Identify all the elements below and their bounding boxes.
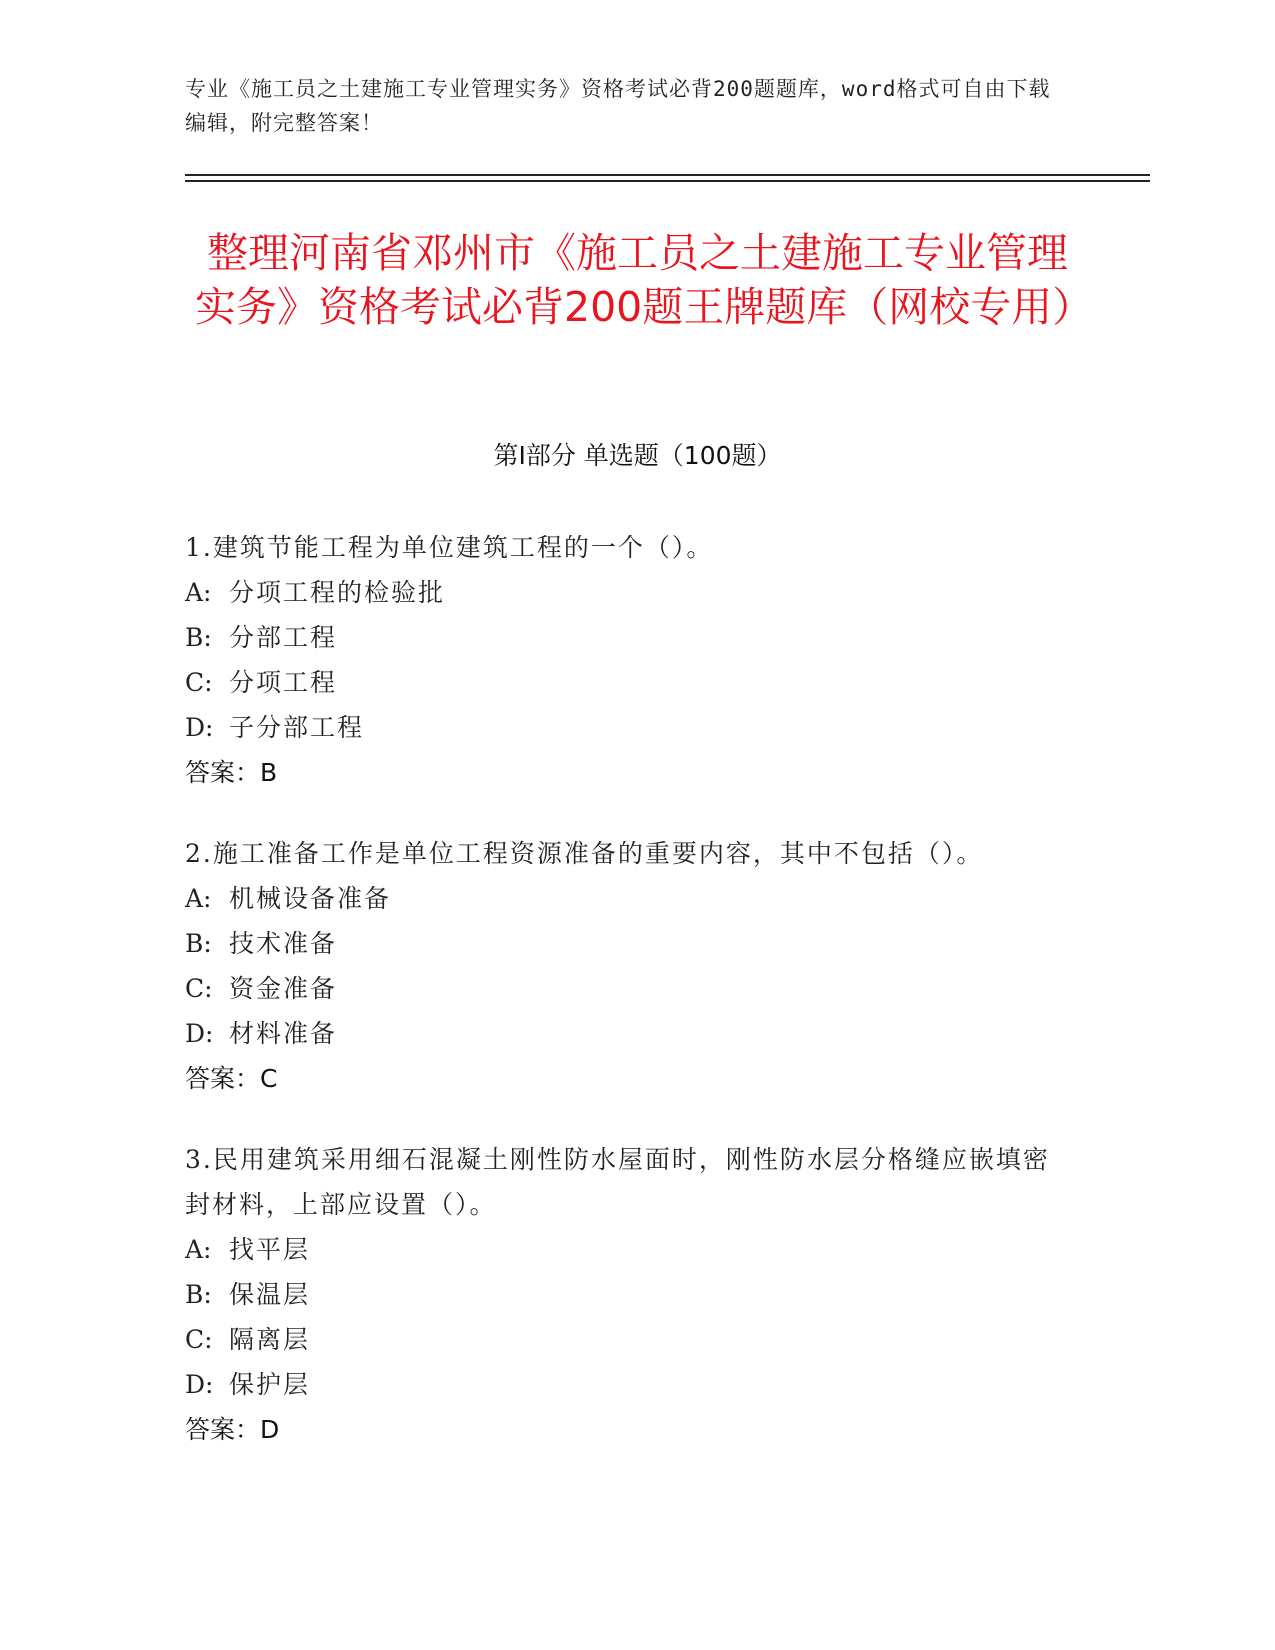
option-key: D: bbox=[185, 713, 214, 742]
option-text: 分项工程的检验批 bbox=[229, 578, 446, 607]
option-key: C: bbox=[185, 668, 213, 697]
option-text: 保温层 bbox=[229, 1280, 311, 1309]
option-b bbox=[185, 921, 1065, 966]
option-d bbox=[185, 705, 1065, 750]
option-key: A: bbox=[185, 884, 212, 913]
option-a bbox=[185, 1227, 1065, 1272]
header-divider-thin bbox=[185, 174, 1150, 176]
question-2 bbox=[185, 831, 1065, 1101]
option-c bbox=[185, 966, 1065, 1011]
option-text: 隔离层 bbox=[229, 1325, 311, 1354]
answer-line: 答案：C bbox=[185, 1064, 278, 1093]
answer-line: 答案：D bbox=[185, 1415, 280, 1444]
option-d bbox=[185, 1011, 1065, 1056]
section-title: 第Ⅰ部分 单选题（100题） bbox=[493, 441, 782, 470]
option-key: B: bbox=[185, 1280, 212, 1309]
question-list bbox=[185, 525, 1065, 1488]
question-stem: 2.施工准备工作是单位工程资源准备的重要内容，其中不包括（）。 bbox=[185, 839, 984, 868]
header-note: 专业《施工员之土建施工专业管理实务》资格考试必背200题题库，word格式可自由下载编辑，附完整答案！ bbox=[185, 77, 1051, 135]
option-text: 材料准备 bbox=[229, 1019, 338, 1048]
option-key: D: bbox=[185, 1370, 214, 1399]
answer-line: 答案：B bbox=[185, 758, 278, 787]
option-b bbox=[185, 1272, 1065, 1317]
option-text: 子分部工程 bbox=[229, 713, 365, 742]
question-1 bbox=[185, 525, 1065, 795]
option-key: A: bbox=[185, 578, 212, 607]
option-text: 分部工程 bbox=[229, 623, 338, 652]
option-a bbox=[185, 570, 1065, 615]
option-key: B: bbox=[185, 929, 212, 958]
option-text: 保护层 bbox=[229, 1370, 311, 1399]
option-d bbox=[185, 1362, 1065, 1407]
option-c bbox=[185, 1317, 1065, 1362]
question-3 bbox=[185, 1137, 1065, 1452]
header-divider-thick bbox=[185, 180, 1150, 182]
document-title: 整理河南省邓州市《施工员之土建施工专业管理实务》资格考试必背200题王牌题库（网校专用） bbox=[195, 229, 1094, 331]
option-text: 找平层 bbox=[229, 1235, 311, 1264]
question-stem: 3.民用建筑采用细石混凝土刚性防水屋面时，刚性防水层分格缝应嵌填密封材料，上部应设置（）。 bbox=[185, 1145, 1050, 1219]
question-stem: 1.建筑节能工程为单位建筑工程的一个（）。 bbox=[185, 533, 714, 562]
option-text: 分项工程 bbox=[229, 668, 338, 697]
option-text: 机械设备准备 bbox=[229, 884, 392, 913]
option-b bbox=[185, 615, 1065, 660]
option-c bbox=[185, 660, 1065, 705]
option-key: C: bbox=[185, 974, 213, 1003]
option-text: 技术准备 bbox=[229, 929, 338, 958]
option-key: B: bbox=[185, 623, 212, 652]
option-key: A: bbox=[185, 1235, 212, 1264]
option-key: C: bbox=[185, 1325, 213, 1354]
option-key: D: bbox=[185, 1019, 214, 1048]
option-text: 资金准备 bbox=[229, 974, 338, 1003]
option-a bbox=[185, 876, 1065, 921]
